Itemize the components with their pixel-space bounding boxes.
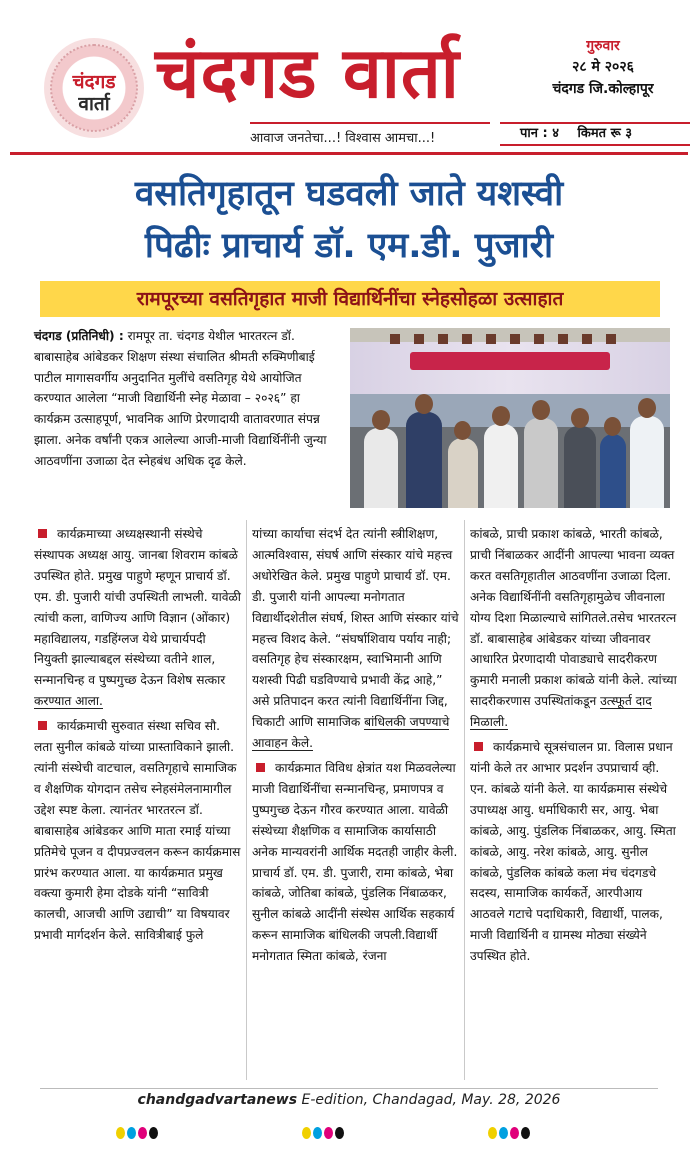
person-head (532, 400, 550, 420)
person-figure (600, 434, 626, 508)
page-price-bar (500, 122, 690, 146)
masthead (0, 0, 698, 156)
footer-brand: chandgadvartanews (137, 1092, 298, 1108)
column-divider (464, 520, 465, 1080)
person-figure (484, 424, 518, 508)
person-head (415, 394, 433, 414)
bullet-square-icon (38, 721, 47, 730)
paragraph: कार्यक्रमाचे सूत्रसंचालन प्रा. विलास प्रधान यांनी केले तर आभार प्रदर्शन उपप्राचार्य व्ही. एन. कांबळे यांनी केले. या कार्यक्रमास संस्थेचे उपाध्यक्ष आयु. धर्माधिकारी सर, आयु. भेबा कांबळे, आयु. पुंडलिक निंबाळकर, आयु. स्मिता कांबळे, आयु. नरेश कांबळे, आयु. सुनील कांबळे, पुंडलिक कांबळे कला मंच चंदगडचे सदस्य, सामाजिक कार्यकर्ते, आरपीआय आठवले गटाचे पदाधिकारी, विद्यार्थी, पालक, माजी विद्यार्थिनी व ग्रामस्थ मोठ्या संख्येने उपस्थित होते. (470, 740, 676, 964)
person-figure (524, 418, 558, 508)
registration-dots-icon (488, 1124, 532, 1136)
sub-headline: रामपूरच्या वसतिगृहात माजी विद्यार्थिनींचा स्नेहसोहळा उत्साहात (40, 281, 660, 317)
person-head (372, 410, 390, 430)
paragraph: कार्यक्रमाच्या अध्यक्षस्थानी संस्थेचे संस्थापक अध्यक्ष आयु. जानबा शिवराम कांबळे उपस्थित होते. प्रमुख पाहुणे म्हणून प्राचार्य डॉ. एम. डी. पुजारी यांची उपस्थिती लाभली. यावेळी त्यांची कला, वाणिज्य आणि विज्ञान (ओंकार) महाविद्यालय, गडहिंग्लज येथे प्राचार्यपदी नियुक्ती झाल्याबद्दल संस्थेच्या वतीने शाल, सन्मानचिन्ह व पुष्पगुच्छ देऊन विशेष सत्कार करण्यात आला. (34, 527, 241, 709)
person-figure (630, 416, 664, 508)
article-column-3 (470, 524, 680, 967)
person-head (638, 398, 656, 418)
banner-portraits (390, 334, 630, 344)
article-column-1 (34, 524, 242, 946)
price: किमत रू ३ (577, 126, 632, 141)
footer-edition: E-edition, Chandagad, May. 28, 2026 (297, 1092, 561, 1108)
issue-info (518, 36, 688, 100)
bullet-square-icon (38, 529, 47, 538)
person-head (604, 417, 621, 436)
headline-line-1: वसतिगृहातून घडवली जाते यशस्वी (134, 174, 564, 214)
banner-title-strip (410, 352, 610, 370)
intro-paragraph (34, 326, 338, 472)
person-figure (564, 426, 596, 508)
dateline: चंदगड (प्रतिनिधी) : (34, 329, 124, 343)
paragraph: यांच्या कार्याचा संदर्भ देत त्यांनी स्त्रीशिक्षण, आत्मविश्वास, संघर्ष आणि संस्कार यांचे महत्त्व अधोरेखित केले. प्रमुख पाहुणे प्राचार्य डॉ. एम. डी. पुजारी यांनी आपल्या मनोगतात विद्यार्थीदशेतील संघर्ष, शिस्त आणि संस्कार यांचे महत्त्व विशद केले. “संघर्षाशिवाय पर्याय नाही; वसतिगृह हेच संस्कारक्षम, स्वाभिमानी आणि यशस्वी पिढी घडविण्याचे प्रभावी केंद्र आहे,” असे प्रतिपादन करत त्यांनी विद्यार्थिनींना जिद्द, चिकाटी आणि सामाजिक बांधिलकी जपण्याचे आवाहन केले. (252, 527, 459, 751)
tagline-divider (250, 122, 490, 124)
logo-text-top: चंदगड (72, 71, 116, 93)
person-figure (448, 438, 478, 508)
page-number: पान : ४ (520, 126, 559, 141)
newspaper-title: चंदगड वार्ता (155, 32, 460, 114)
issue-date: २८ मे २०२६ (572, 59, 634, 75)
person-head (492, 406, 510, 426)
masthead-rule (10, 152, 688, 155)
logo-seal-icon (44, 38, 144, 138)
article-column-2 (252, 524, 460, 967)
main-headline (0, 168, 698, 272)
intro-text: रामपूर ता. चंदगड येथील भारतरत्न डॉ. बाबासाहेब आंबेडकर शिक्षण संस्था संचालित श्रीमती रुक्मिणीबाई पाटील मागासवर्गीय अनुदानित मुलींचे वसतिगृह येथे आयोजित करण्यात आलेला “माजी विद्यार्थिनी स्नेह मेळावा – २०२६” हा कार्यक्रम उत्साहपूर्ण, भावनिक आणि प्रेरणादायी वातावरणात संपन्न झाला. अनेक वर्षांनी एकत्र आलेल्या आजी-माजी विद्यार्थिनींनी जुन्या आठवणींना उजाळा देत स्नेहबंध अधिक दृढ केले. (34, 329, 327, 468)
edition-footer (0, 1092, 698, 1108)
issue-day: गुरुवार (586, 38, 620, 54)
paragraph-end: करण्यात आला. (34, 694, 103, 709)
tagline: आवाज जनतेचा...! विश्वास आमचा...! (250, 131, 436, 146)
headline-line-2: पिढीः प्राचार्य डॉ. एम.डी. पुजारी (144, 226, 554, 266)
paragraph: कार्यक्रमात विविध क्षेत्रांत यश मिळवलेल्या माजी विद्यार्थिनींचा सन्मानचिन्ह, प्रमाणपत्र व पुष्पगुच्छ देऊन गौरव करण्यात आला. यावेळी संस्थेच्या शैक्षणिक व सामाजिक कार्यासाठी अनेक मान्यवरांनी आर्थिक मदतही जाहीर केली. प्राचार्य डॉ. एम. डी. पुजारी, रामा कांबळे, भेबा कांबळे, जोतिबा कांबळे, पुंडलिक निंबाळकर, सुनील कांबळे आदींनी संस्थेस आर्थिक सहकार्य करून सामाजिक बांधिलकी जपली.विद्यार्थी मनोगतात स्मिता कांबळे, रंजना (252, 760, 458, 964)
bullet-square-icon (474, 742, 483, 751)
footer-divider (40, 1088, 658, 1089)
person-figure (406, 412, 442, 508)
person-head (454, 421, 471, 440)
logo-text-bottom: वार्ता (78, 93, 110, 115)
event-photo (350, 328, 670, 508)
column-divider (246, 520, 247, 1080)
paragraph-end: बांधिलकी जपण्याचे आवाहन केले. (252, 715, 450, 751)
paragraph-end: उत्स्फूर्त दाद मिळाली. (470, 694, 652, 730)
registration-dots-icon (302, 1124, 346, 1136)
bullet-square-icon (256, 763, 265, 772)
person-head (571, 408, 589, 428)
paragraph: कार्यक्रमाची सुरुवात संस्था सचिव सौ. लता सुनील कांबळे यांच्या प्रास्ताविकाने झाली. त्यांनी संस्थेची वाटचाल, वसतिगृहाचे सामाजिक व शैक्षणिक योगदान तसेच स्नेहसंमेलनामागील उद्देश स्पष्ट केला. त्यानंतर भारतरत्न डॉ. बाबासाहेब आंबेडकर आणि माता रमाई यांच्या प्रतिमेचे पूजन व दीपप्रज्वलन करून कार्यक्रमास प्रारंभ करण्यात आला. या कार्यक्रमात प्रमुख वक्त्या कुमारी हेमा दोडके यांनी “सावित्री कालची, आजची आणि उद्याची” या विषयावर प्रभावी मार्गदर्शन केले. सावित्रीबाई फुले (34, 719, 241, 943)
issue-place: चंदगड जि.कोल्हापूर (552, 81, 654, 97)
person-figure (364, 428, 398, 508)
registration-dots-icon (116, 1124, 160, 1136)
paragraph: कांबळे, प्राची प्रकाश कांबळे, भारती कांबळे, प्राची निंबाळकर आदींनी आपल्या भावना व्यक्त करत वसतिगृहातील आठवणींना उजाळा दिला. अनेक विद्यार्थिनींनी वसतिगृहामुळेच जीवनाला योग्य दिशा मिळाल्याचे सांगितले.तसेच भारतरत्न डॉ. बाबासाहेब आंबेडकर यांच्या जीवनावर आधारित प्रेरणादायी पोवाड्याचे सादरीकरण कुमारी मनाली प्रकाश कांबळे यांनी केले. त्यांच्या सादरीकरणास उपस्थितांकडून उत्स्फूर्त दाद मिळाली. (470, 527, 677, 730)
